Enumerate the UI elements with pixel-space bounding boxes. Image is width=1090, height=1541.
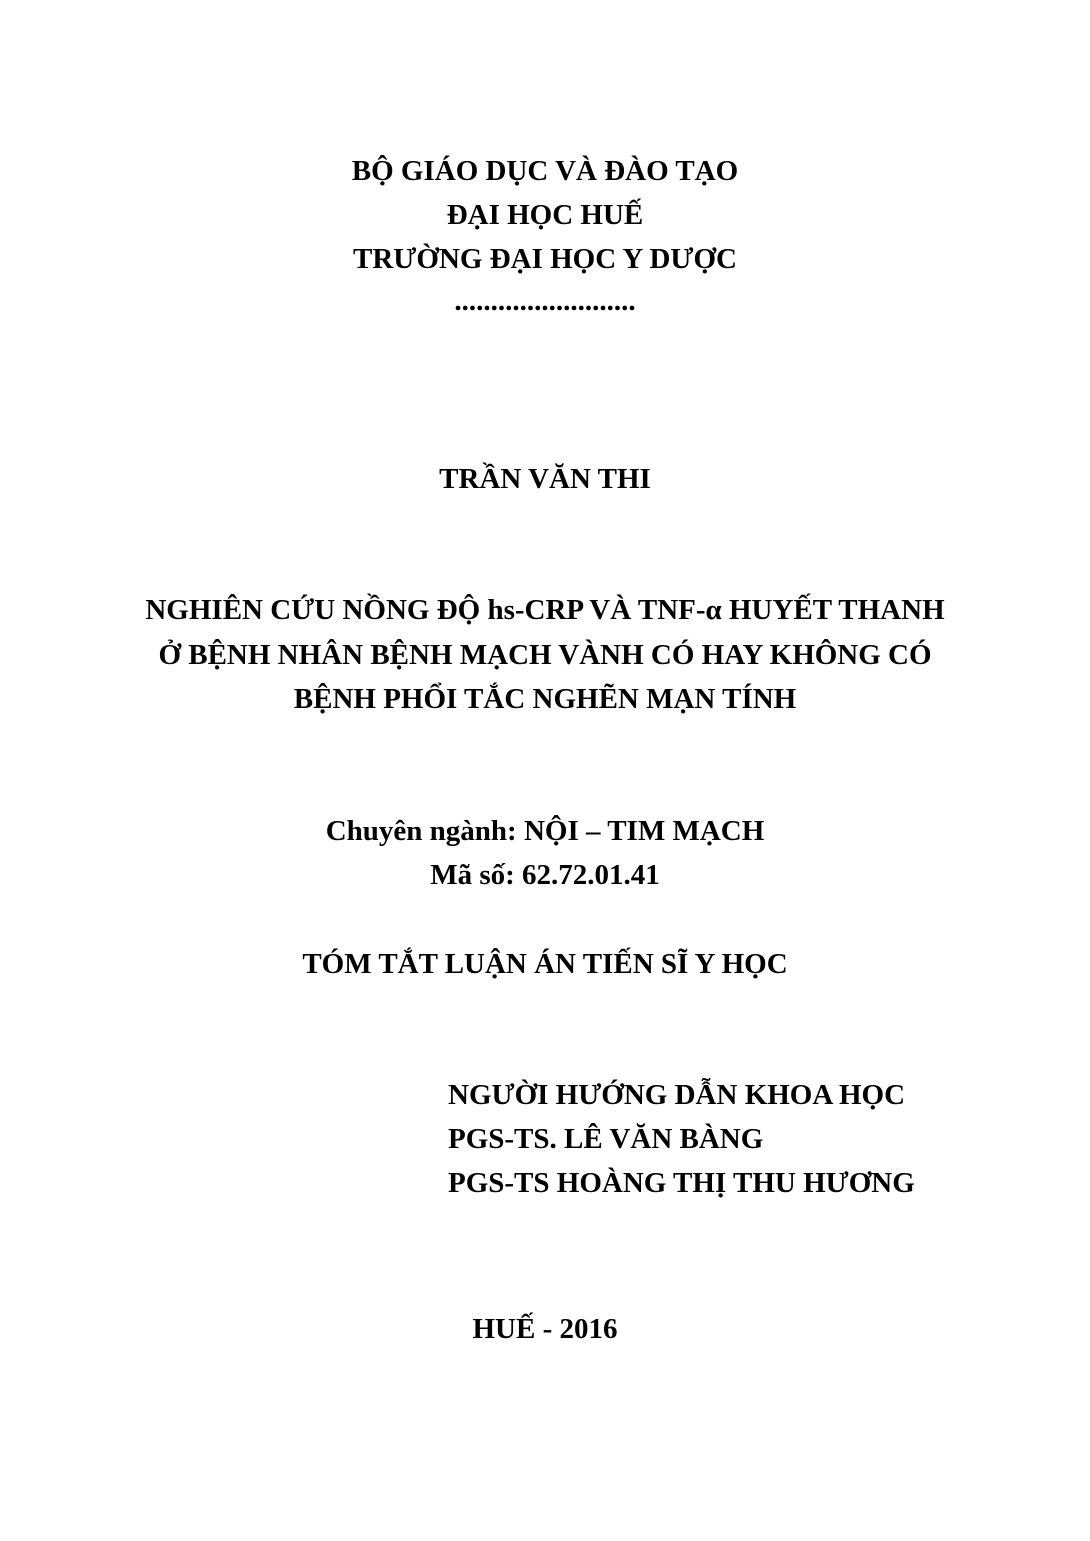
thesis-title-line-3: BỆNH PHỔI TẮC NGHẼN MẠN TÍNH — [293, 683, 797, 715]
document-type: TÓM TẮT LUẬN ÁN TIẾN SĨ Y HỌC — [302, 948, 788, 980]
supervisor-name: PGS-TS HOÀNG THỊ THU HƯƠNG — [448, 1167, 915, 1199]
author-name: TRẦN VĂN THI — [439, 463, 651, 495]
thesis-title-line-2: Ở BỆNH NHÂN BỆNH MẠCH VÀNH CÓ HAY KHÔNG CÓ — [158, 639, 932, 671]
specialty-line: Chuyên ngành: NỘI – TIM MẠCH — [325, 815, 765, 847]
header-separator: ......................... — [454, 285, 636, 317]
university-name: ĐẠI HỌC HUẾ — [446, 199, 644, 231]
place-year: HUẾ - 2016 — [472, 1313, 618, 1345]
supervisor-name: PGS-TS. LÊ VĂN BÀNG — [448, 1123, 764, 1155]
code-line: Mã số: 62.72.01.41 — [430, 859, 660, 891]
college-name: TRƯỜNG ĐẠI HỌC Y DƯỢC — [353, 243, 737, 275]
supervisors-heading: NGƯỜI HƯỚNG DẪN KHOA HỌC — [448, 1079, 906, 1111]
thesis-title-line-1: NGHIÊN CỨU NỒNG ĐỘ hs-CRP VÀ TNF-α HUYẾT THANH — [145, 594, 945, 626]
ministry-name: BỘ GIÁO DỤC VÀ ĐÀO TẠO — [351, 155, 739, 187]
